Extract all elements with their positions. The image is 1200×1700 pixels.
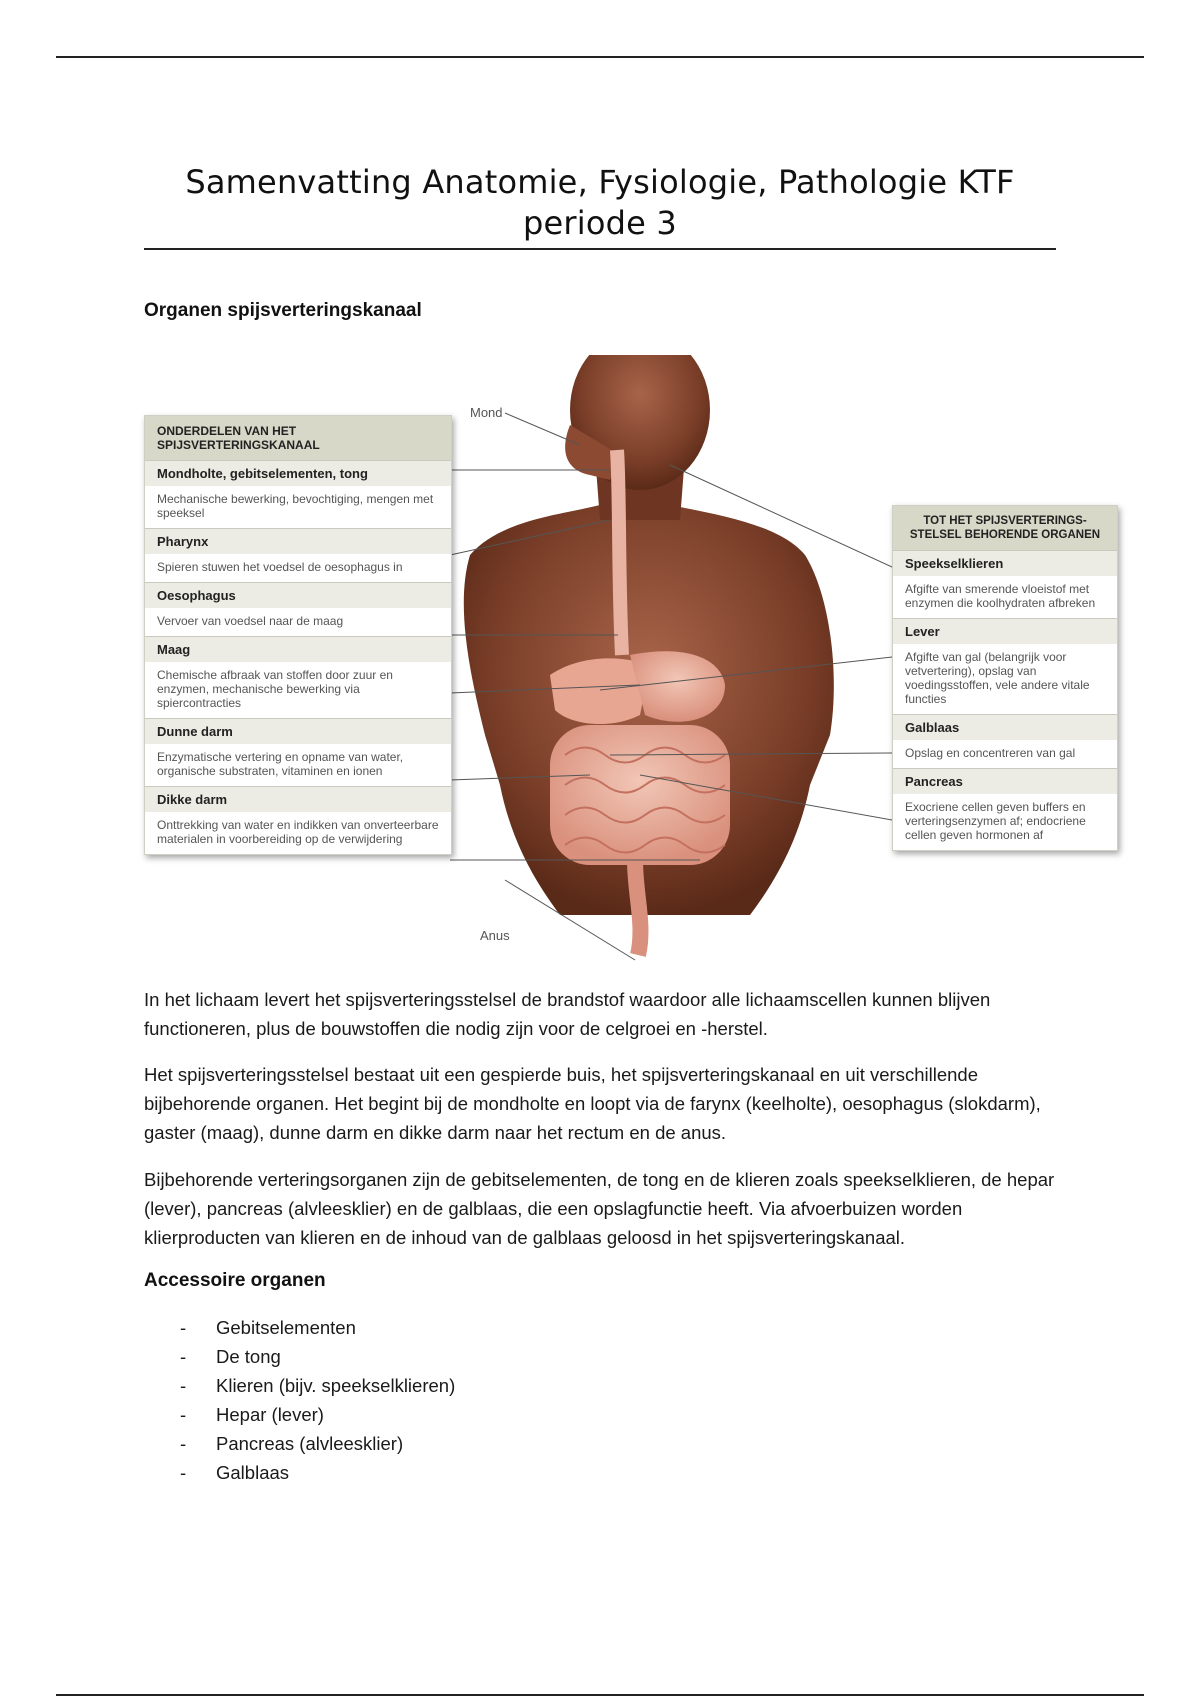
list-item-text: Pancreas (alvleesklier) [216, 1433, 404, 1454]
list-bullet: - [180, 1375, 187, 1396]
left-panel-header: ONDERDELEN VAN HET SPIJSVERTERINGSKANAAL [145, 416, 451, 460]
accessory-organs-list [180, 1313, 455, 1487]
heading-accessory-organs: Accessoire organen [144, 1270, 326, 1291]
legend-item-title: Pancreas [893, 768, 1117, 794]
legend-item-desc: Afgifte van smerende vloeistof met enzymen die koolhydraten afbreken [905, 582, 1096, 610]
list-item [180, 1371, 455, 1400]
legend-item-desc: Exocriene cellen geven buffers en verteringsenzymen af; endocriene cellen geven hormonen af [905, 800, 1086, 842]
list-item-text: Hepar (lever) [216, 1404, 324, 1425]
list-bullet: - [180, 1317, 187, 1338]
legend-item-title: Oesophagus [145, 582, 451, 608]
legend-item-title: Mondholte, gebitselementen, tong [145, 460, 451, 486]
top-rule [56, 56, 1144, 58]
intestines-shape [550, 725, 730, 865]
legend-item-desc: Onttrekking van water en indikken van onverteerbare materialen in voorbereiding op de verwijdering [157, 818, 439, 846]
label-anus: Anus [480, 928, 510, 943]
rectum-shape [635, 860, 640, 955]
list-bullet: - [180, 1346, 187, 1367]
list-item-text: De tong [216, 1346, 281, 1367]
title-underline [144, 248, 1056, 250]
list-item [180, 1429, 455, 1458]
list-bullet: - [180, 1404, 187, 1425]
legend-item-title: Lever [893, 618, 1117, 644]
legend-item-desc: Spieren stuwen het voedsel de oesophagus in [157, 560, 403, 574]
legend-item-title: Galblaas [893, 714, 1117, 740]
paragraph: In het lichaam levert het spijsverteringsstelsel de brandstof waardoor alle lichaamscellen kunnen blijven functioneren, plus de bouwstoffen die nodig zijn voor de celgroei en -herstel. [144, 989, 991, 1039]
bottom-rule [56, 1694, 1144, 1696]
legend-item-desc: Enzymatische vertering en opname van water, organische substraten, vitaminen en ionen [157, 750, 404, 778]
list-item [180, 1458, 455, 1487]
legend-item-desc: Opslag en concentreren van gal [905, 746, 1076, 760]
paragraph: Bijbehorende verteringsorganen zijn de gebitselementen, de tong en de klieren zoals speekselklieren, de hepar (lever), pancreas (alvleesklier) en de galblaas, die een opslagfunctie heeft. Via afvoerbuizen worden klierproducten van klieren en de inhoud van de galblaas geloosd in het spijsverteringskanaal. [144, 1169, 1055, 1248]
legend-item-title: Pharynx [145, 528, 451, 554]
list-bullet: - [180, 1433, 187, 1454]
legend-item-title: Speekselklieren [893, 550, 1117, 576]
legend-item-desc: Chemische afbraak van stoffen door zuur en enzymen, mechanische bewerking via spiercontracties [157, 668, 393, 710]
legend-item-title: Dunne darm [145, 718, 451, 744]
legend-item-desc: Afgifte van gal (belangrijk voor vetvertering), opslag van voedingsstoffen, vele andere vitale functies [905, 650, 1090, 706]
list-item-text: Klieren (bijv. speekselklieren) [216, 1375, 456, 1396]
legend-item-title: Maag [145, 636, 451, 662]
legend-item-desc: Mechanische bewerking, bevochtiging, mengen met speeksel [157, 492, 434, 520]
paragraph: Het spijsverteringsstelsel bestaat uit een gespierde buis, het spijsverteringskanaal en uit verschillende bijbehorende organen. Het begint bij de mondholte en loopt via de farynx (keelholte), oesophagus (slokdarm), gaster (maag), dunne darm en dikke darm naar het rectum en de anus. [144, 1064, 1041, 1143]
right-panel-header: TOT HET SPIJSVERTERINGS-STELSEL BEHORENDE ORGANEN [893, 506, 1117, 550]
list-item [180, 1313, 455, 1342]
document-title: Samenvatting Anatomie, Fysiologie, Pathologie KTF periode 3 [185, 163, 1015, 242]
list-item-text: Galblaas [216, 1462, 290, 1483]
heading-organs: Organen spijsverteringskanaal [144, 300, 422, 321]
list-item-text: Gebitselementen [216, 1317, 356, 1338]
legend-item-title: Dikke darm [145, 786, 451, 812]
list-item [180, 1342, 455, 1371]
left-legend-panel [144, 415, 452, 855]
label-mond: Mond [470, 405, 503, 420]
list-bullet: - [180, 1462, 187, 1483]
legend-item-desc: Vervoer van voedsel naar de maag [157, 614, 344, 628]
digestive-system-figure [140, 355, 1140, 970]
oesophagus-shape [617, 450, 622, 655]
list-item [180, 1400, 455, 1429]
right-legend-panel [892, 505, 1118, 851]
